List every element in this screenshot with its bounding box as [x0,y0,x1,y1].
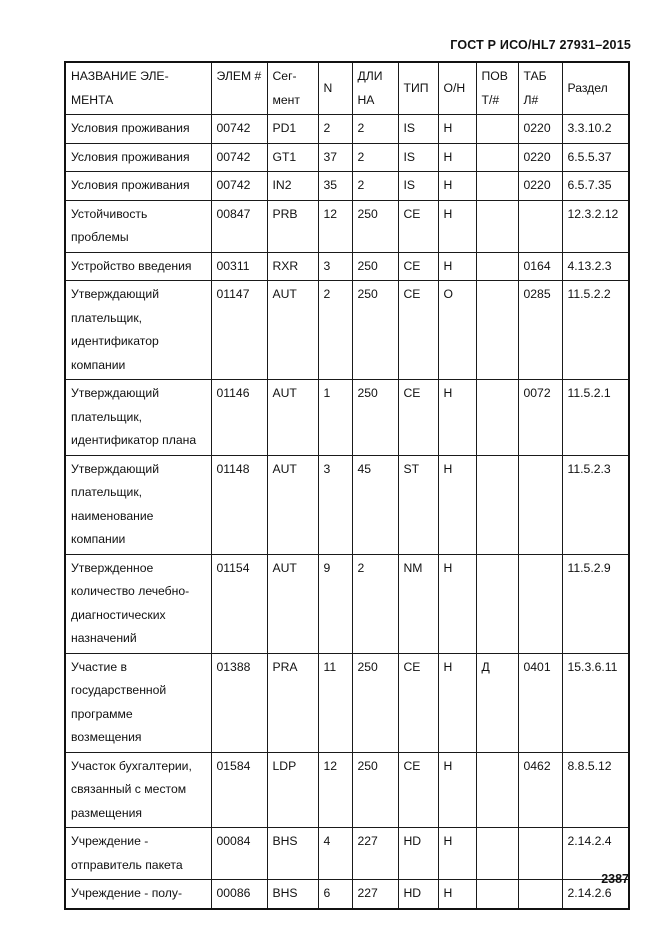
cell-table-number: 0220 [518,115,562,144]
cell-length: 250 [352,653,398,752]
cell-optionality: Н [438,880,476,909]
table-row [65,880,629,909]
cell-optionality: Н [438,828,476,880]
cell-length: 2 [352,554,398,653]
table-row [65,554,629,653]
cell-type: CE [398,752,438,828]
table-row [65,455,629,554]
cell-section: 2.14.2.6 [562,880,629,909]
cell-segment: PRB [267,200,318,252]
column-header-length: ДЛИ НА [352,62,398,115]
cell-n: 35 [318,172,352,201]
column-header-table-number: ТАБ Л# [518,62,562,115]
cell-section: 3.3.10.2 [562,115,629,144]
cell-table-number: 0285 [518,281,562,380]
cell-optionality: Н [438,252,476,281]
cell-n: 1 [318,380,352,456]
cell-type: CE [398,200,438,252]
cell-type: NM [398,554,438,653]
cell-element-number: 00847 [211,200,267,252]
cell-type: IS [398,172,438,201]
cell-type: ST [398,455,438,554]
cell-n: 12 [318,752,352,828]
cell-type: HD [398,880,438,909]
column-header-element-number: ЭЛЕМ # [211,62,267,115]
cell-section: 12.3.2.12 [562,200,629,252]
cell-element-number: 01146 [211,380,267,456]
cell-repeat [476,554,518,653]
cell-name: Учреждение - полу- [65,880,211,909]
cell-repeat [476,281,518,380]
cell-element-number: 01148 [211,455,267,554]
cell-type: CE [398,653,438,752]
cell-repeat [476,380,518,456]
cell-length: 2 [352,172,398,201]
cell-table-number: 0164 [518,252,562,281]
cell-table-number [518,554,562,653]
cell-n: 3 [318,252,352,281]
cell-optionality: Н [438,554,476,653]
table-row [65,828,629,880]
cell-name: Утверждающий плательщик, идентификатор компании [65,281,211,380]
cell-n: 3 [318,455,352,554]
cell-optionality: Н [438,143,476,172]
cell-name: Устойчивость проблемы [65,200,211,252]
cell-table-number: 0072 [518,380,562,456]
data-elements-table [64,61,630,910]
cell-repeat [476,455,518,554]
cell-element-number: 00742 [211,143,267,172]
cell-length: 2 [352,115,398,144]
cell-name: Утверждающий плательщик, идентификатор плана [65,380,211,456]
cell-length: 227 [352,880,398,909]
cell-section: 11.5.2.1 [562,380,629,456]
cell-segment: PD1 [267,115,318,144]
table-row [65,252,629,281]
cell-element-number: 01154 [211,554,267,653]
cell-length: 250 [352,281,398,380]
cell-segment: AUT [267,281,318,380]
cell-section: 11.5.2.3 [562,455,629,554]
cell-name: Устройство введения [65,252,211,281]
cell-element-number: 00311 [211,252,267,281]
cell-length: 227 [352,828,398,880]
column-header-segment: Сег-мент [267,62,318,115]
cell-length: 250 [352,752,398,828]
cell-section: 2.14.2.4 [562,828,629,880]
table-header-row [65,62,629,115]
cell-table-number: 0220 [518,172,562,201]
cell-section: 6.5.7.35 [562,172,629,201]
cell-segment: AUT [267,554,318,653]
cell-repeat [476,828,518,880]
cell-repeat: Д [476,653,518,752]
column-header-type: ТИП [398,62,438,115]
cell-name: Участок бухгалтерии, связанный с местом размещения [65,752,211,828]
cell-optionality: Н [438,200,476,252]
cell-name: Утверждающий плательщик, наименование компании [65,455,211,554]
cell-n: 12 [318,200,352,252]
cell-type: HD [398,828,438,880]
table-body [65,115,629,909]
cell-element-number: 00086 [211,880,267,909]
cell-table-number [518,828,562,880]
table-row [65,653,629,752]
cell-name: Условия проживания [65,172,211,201]
cell-repeat [476,143,518,172]
cell-n: 2 [318,115,352,144]
column-header-optionality: О/Н [438,62,476,115]
cell-length: 2 [352,143,398,172]
cell-repeat [476,172,518,201]
table-row [65,752,629,828]
cell-optionality: Н [438,380,476,456]
cell-optionality: Н [438,172,476,201]
cell-name: Участие в государственной программе возмещения [65,653,211,752]
cell-repeat [476,115,518,144]
cell-type: IS [398,115,438,144]
cell-segment: BHS [267,880,318,909]
table-row [65,115,629,144]
table-row [65,380,629,456]
document-header: ГОСТ Р ИСО/HL7 27931–2015 [450,38,631,52]
cell-optionality: Н [438,455,476,554]
cell-section: 15.3.6.11 [562,653,629,752]
column-header-n: N [318,62,352,115]
cell-table-number [518,880,562,909]
cell-length: 45 [352,455,398,554]
cell-name: Утвержденное количество лечебно-диагностических назначений [65,554,211,653]
cell-section: 4.13.2.3 [562,252,629,281]
cell-section: 11.5.2.2 [562,281,629,380]
cell-element-number: 01584 [211,752,267,828]
cell-repeat [476,752,518,828]
cell-optionality: Н [438,752,476,828]
column-header-name: НАЗВАНИЕ ЭЛЕ-МЕНТА [65,62,211,115]
cell-element-number: 01147 [211,281,267,380]
cell-element-number: 00084 [211,828,267,880]
cell-length: 250 [352,252,398,281]
cell-segment: AUT [267,455,318,554]
cell-type: CE [398,380,438,456]
cell-repeat [476,252,518,281]
cell-optionality: Н [438,653,476,752]
cell-n: 11 [318,653,352,752]
cell-table-number: 0462 [518,752,562,828]
cell-segment: RXR [267,252,318,281]
cell-type: CE [398,281,438,380]
cell-n: 4 [318,828,352,880]
cell-table-number: 0220 [518,143,562,172]
cell-segment: PRA [267,653,318,752]
cell-table-number [518,455,562,554]
cell-optionality: Н [438,115,476,144]
cell-name: Условия проживания [65,115,211,144]
cell-segment: BHS [267,828,318,880]
cell-segment: GT1 [267,143,318,172]
cell-type: CE [398,252,438,281]
cell-element-number: 00742 [211,115,267,144]
cell-length: 250 [352,200,398,252]
cell-repeat [476,880,518,909]
table-row [65,143,629,172]
cell-name: Условия проживания [65,143,211,172]
cell-table-number [518,200,562,252]
cell-name: Учреждение - отправитель пакета [65,828,211,880]
table-row [65,200,629,252]
page-number: 2387 [601,872,629,886]
column-header-section: Раздел [562,62,629,115]
cell-length: 250 [352,380,398,456]
cell-n: 9 [318,554,352,653]
column-header-repeat: ПОВ Т/# [476,62,518,115]
cell-table-number: 0401 [518,653,562,752]
cell-section: 6.5.5.37 [562,143,629,172]
table-row [65,172,629,201]
cell-segment: AUT [267,380,318,456]
cell-repeat [476,200,518,252]
cell-segment: LDP [267,752,318,828]
cell-n: 6 [318,880,352,909]
cell-segment: IN2 [267,172,318,201]
cell-n: 2 [318,281,352,380]
cell-n: 37 [318,143,352,172]
cell-element-number: 00742 [211,172,267,201]
cell-section: 11.5.2.9 [562,554,629,653]
cell-element-number: 01388 [211,653,267,752]
cell-optionality: О [438,281,476,380]
cell-type: IS [398,143,438,172]
cell-section: 8.8.5.12 [562,752,629,828]
table-row [65,281,629,380]
